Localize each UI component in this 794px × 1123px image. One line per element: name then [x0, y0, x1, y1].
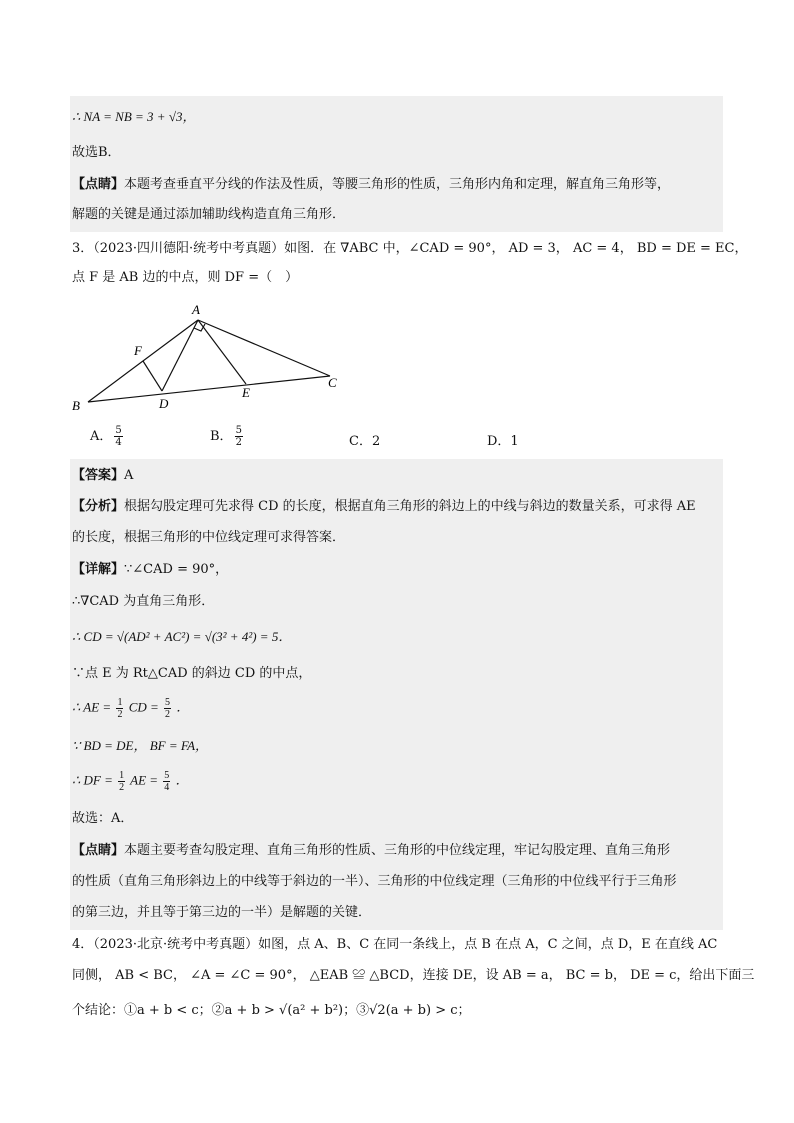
label-f: F — [134, 343, 142, 358]
q3-stem-line-1: 3．（2023·四川德阳·统考中考真题）如图．在 ∇ABC 中，∠CAD = 90°， AD = 3， AC = 4， BD = DE = EC， — [72, 241, 748, 256]
analysis-line-1: 【分析】根据勾股定理可先求得 CD 的长度，根据直角三角形的斜边上的中线与斜边的数量关系，可求得 AE — [72, 499, 696, 514]
q3-stem-line-2: 点 F 是 AB 边的中点，则 DF =（ ） — [72, 270, 299, 285]
q4-stem-line-3: 个结论：①a + b < c；②a + b > √(a² + b²)；③√2(a + b) > c； — [72, 1003, 471, 1018]
detail-line-7: ∴ DF = $\frac{1}{2}$ AE = $\frac{5}{4}$ ． — [72, 770, 189, 793]
detail-line-3: ∴ CD = √(AD² + AC²) = √(3² + 4²) = 5． — [72, 629, 292, 644]
q3-comment-2: 的性质（直角三角形斜边上的中线等于斜边的一半）、三角形的中位线定理（三角形的中位线平行于三角形 — [72, 874, 677, 889]
detail-line-6: ∵ BD = DE， BF = FA， — [72, 738, 209, 753]
label-d: D — [159, 396, 169, 411]
q4-stem-line-2: 同侧， AB < BC， ∠A = ∠C = 90°， △EAB ≌ △BCD，连接 DE，设 AB = a， BC = b， DE = c，给出下面三 — [72, 968, 755, 983]
q3-comment-3: 的第三边，并且等于第三边的一半）是解题的关键． — [72, 905, 372, 920]
segment-ac — [198, 320, 330, 376]
q3-triangle-figure — [68, 298, 368, 418]
label-e: E — [242, 385, 250, 400]
option-a[interactable]: A． $\frac{5}{4}$ — [90, 425, 122, 448]
q4-stem-line-1: 4．（2023·北京·统考中考真题）如图，点 A、B、C 在同一条线上，点 B 在点 A，C 之间，点 D，E 在直线 AC — [72, 937, 718, 952]
prev-line-2: 故选B． — [72, 145, 121, 160]
label-b: B — [72, 398, 80, 413]
label-a: A — [192, 302, 200, 317]
prev-comment-2: 解题的关键是通过添加辅助线构造直角三角形． — [72, 207, 346, 222]
detail-line-2: ∴∇CAD 为直角三角形． — [72, 594, 215, 609]
segment-ad — [162, 320, 198, 391]
option-d[interactable]: D．1 — [487, 434, 519, 449]
q3-comment-1: 【点睛】本题主要考查勾股定理、直角三角形的性质、三角形的中位线定理，牢记勾股定理、直角三角形 — [72, 843, 671, 858]
option-c[interactable]: C．2 — [349, 434, 381, 449]
detail-line-5: ∴ AE = $\frac{1}{2}$ CD = $\frac{5}{2}$ ． — [72, 697, 190, 720]
analysis-line-2: 的长度，根据三角形的中位线定理可求得答案． — [72, 530, 346, 545]
label-c: C — [328, 375, 337, 390]
detail-line-1: 【详解】∵∠CAD = 90°， — [72, 562, 229, 577]
choose-line: 故选：A． — [72, 811, 134, 826]
segment-bc — [88, 376, 330, 402]
prev-comment-1 — [72, 176, 670, 194]
answer-line: 【答案】A — [72, 468, 134, 483]
option-b[interactable]: B． $\frac{5}{2}$ — [210, 425, 242, 448]
answer-value: A — [124, 468, 134, 483]
detail-line-4: ∵点 E 为 Rt△CAD 的斜边 CD 的中点， — [72, 666, 312, 681]
comment-text: 本题考查垂直平分线的作法及性质，等腰三角形的性质，三角形内角和定理，解直角三角形等， — [124, 177, 671, 192]
comment-tag: 【点睛】 — [72, 177, 125, 192]
prev-line-1: ∴ NA = NB = 3 + √3， — [72, 109, 196, 124]
segment-df — [143, 361, 162, 391]
